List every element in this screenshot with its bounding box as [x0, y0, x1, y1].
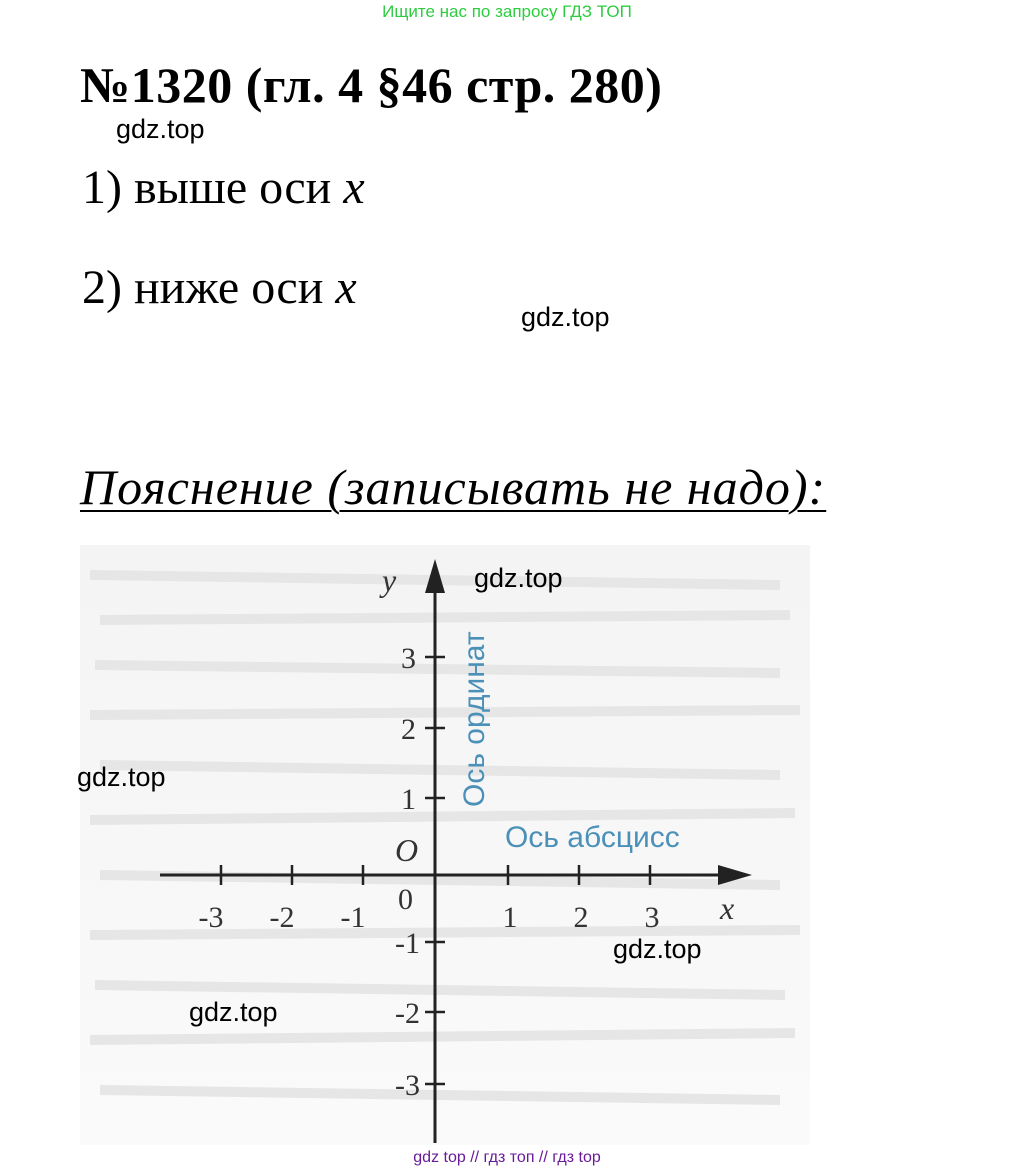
x-tick-label-neg2: -2: [269, 901, 295, 934]
watermark-2: gdz.top: [521, 302, 610, 332]
answer-1-text: 1) выше оси: [82, 161, 344, 214]
watermark-5: gdz.top: [613, 934, 702, 964]
zero-label: 0: [398, 883, 413, 916]
watermark-3: gdz.top: [474, 563, 563, 593]
y-tick-label-1: 1: [401, 783, 416, 816]
x-tick-label-3: 3: [644, 901, 660, 934]
exercise-title: №1320 (гл. 4 §46 стр. 280): [80, 57, 663, 113]
answer-1: [82, 160, 365, 215]
coordinate-plane-figure: [80, 545, 810, 1145]
answer-2: [82, 260, 357, 315]
watermark-6: gdz.top: [189, 997, 278, 1027]
x-tick-label-neg3: -3: [198, 901, 224, 934]
watermark-4: gdz.top: [77, 762, 166, 792]
y-tick-label-3: 3: [401, 642, 416, 675]
y-tick-label-neg1: -1: [395, 927, 420, 960]
search-hint-link[interactable]: Ищите нас по запросу ГДЗ ТОП: [382, 2, 632, 21]
figure-background: [80, 545, 810, 1145]
ordinate-caption: Ось ординат: [458, 631, 491, 807]
answer-1-var: x: [343, 161, 365, 214]
x-tick-label-1: 1: [502, 901, 518, 934]
y-tick-label-2: 2: [401, 713, 416, 746]
y-tick-label-neg2: -2: [395, 997, 420, 1030]
answer-2-var: x: [335, 261, 357, 314]
watermark-1: gdz.top: [116, 114, 205, 144]
y-axis-label: y: [382, 562, 397, 598]
answer-2-text: 2) ниже оси: [82, 261, 336, 314]
x-axis-label: x: [720, 890, 735, 926]
explanation-heading: Пояснение (записывать не надо):: [80, 459, 827, 515]
footer-links[interactable]: gdz top // гдз топ // гдз top: [413, 1149, 601, 1166]
y-tick-label-neg3: -3: [395, 1069, 420, 1102]
x-tick-label-2: 2: [573, 901, 589, 934]
abscissa-caption: Ось абсцисс: [505, 821, 680, 854]
x-tick-label-neg1: -1: [340, 901, 366, 934]
origin-label: O: [395, 832, 419, 868]
